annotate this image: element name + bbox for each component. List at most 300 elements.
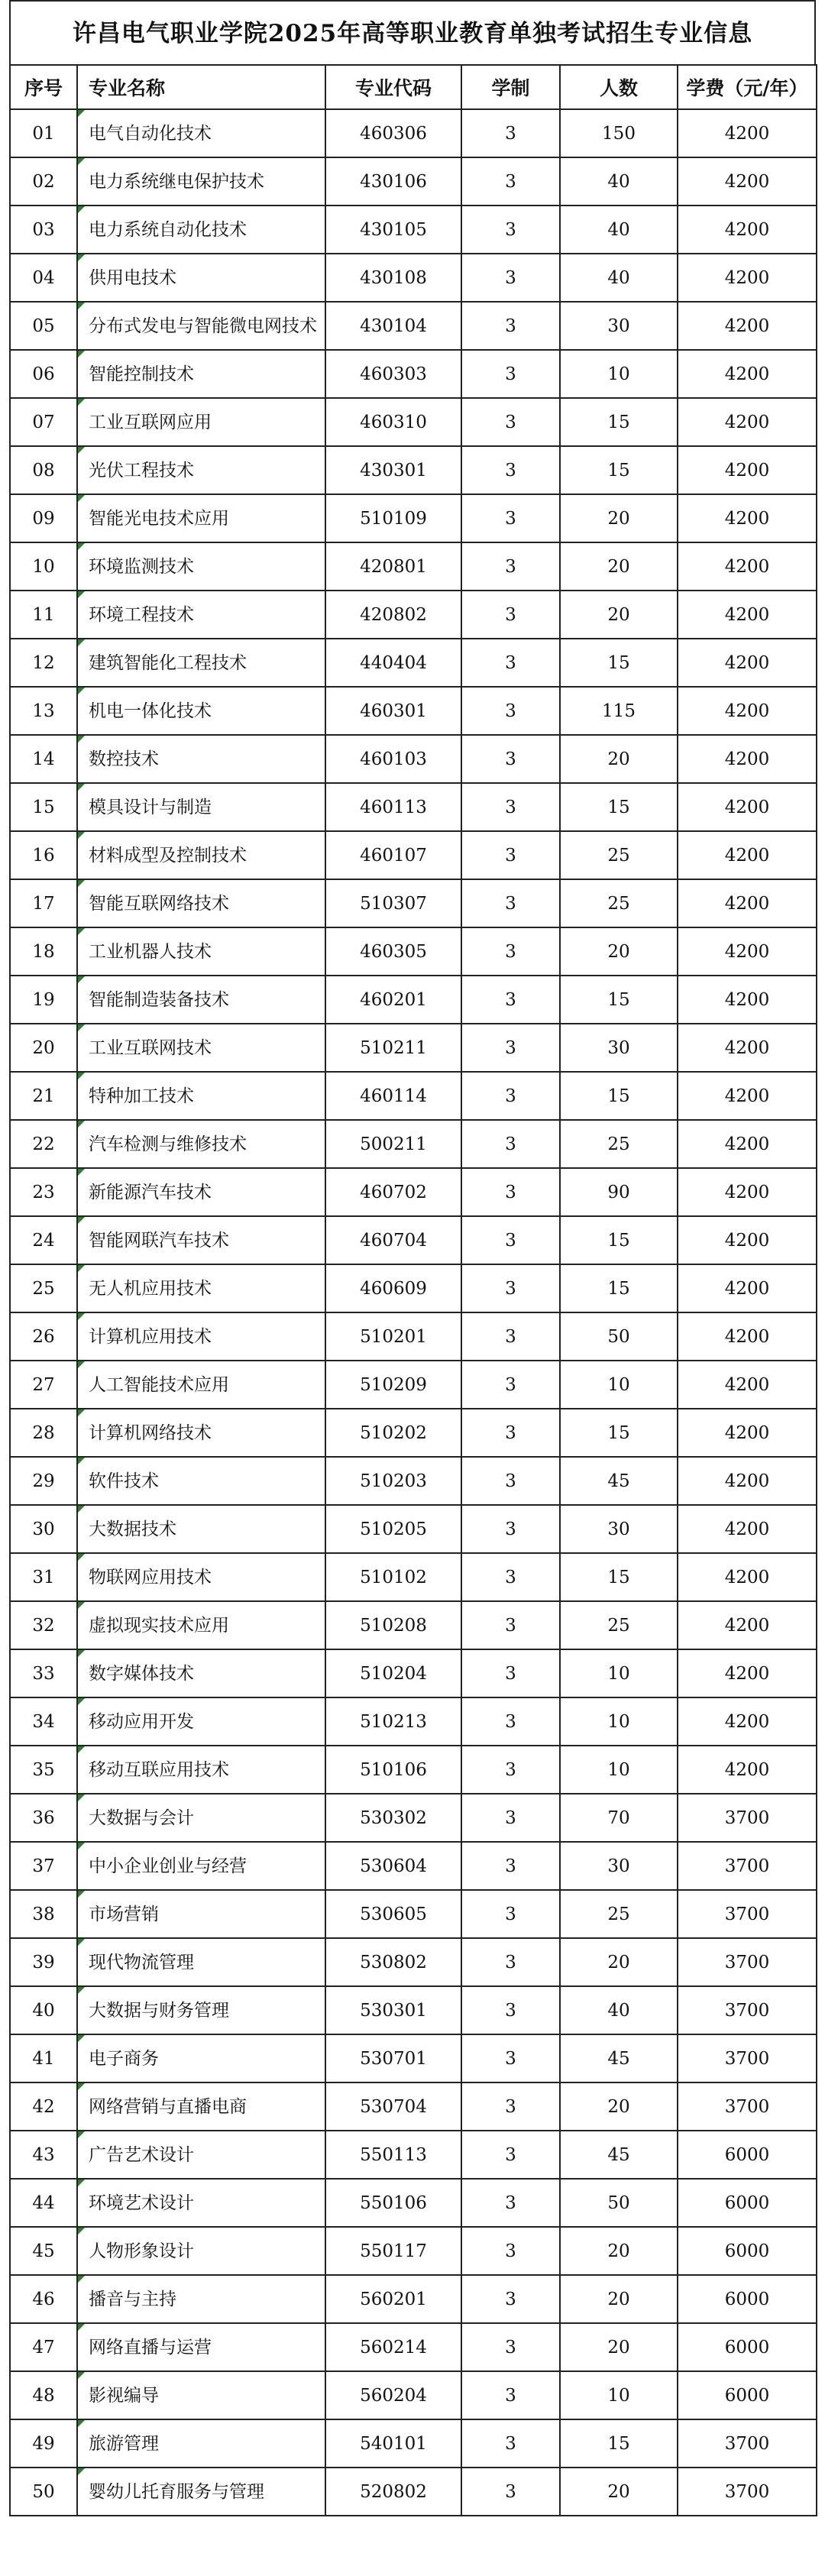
cell-tuition: 4200 — [678, 542, 817, 591]
cell-duration: 3 — [461, 1168, 560, 1216]
table-row — [10, 2323, 817, 2371]
table-row — [10, 1312, 817, 1361]
cell-tuition: 6000 — [678, 2323, 817, 2371]
cell-major-code: 430108 — [325, 254, 461, 302]
cell-tuition: 3700 — [678, 1890, 817, 1938]
cell-enrollment: 15 — [560, 1264, 678, 1312]
cell-index: 16 — [10, 831, 77, 879]
cell-major-code: 560214 — [325, 2323, 461, 2371]
table-row — [10, 254, 817, 302]
cell-tuition: 4200 — [678, 831, 817, 879]
cell-tuition: 4200 — [678, 976, 817, 1024]
cell-major-name: 计算机应用技术 — [77, 1312, 325, 1361]
cell-major-name: 电气自动化技术 — [77, 109, 325, 157]
table-row — [10, 735, 817, 783]
header-major-code: 专业代码 — [325, 65, 461, 109]
cell-duration: 3 — [461, 735, 560, 783]
cell-index: 21 — [10, 1072, 77, 1120]
cell-duration: 3 — [461, 1361, 560, 1409]
cell-major-code: 520802 — [325, 2468, 461, 2516]
majors-table — [9, 64, 817, 2516]
cell-duration: 3 — [461, 1120, 560, 1168]
table-row — [10, 446, 817, 494]
cell-duration: 3 — [461, 1746, 560, 1794]
cell-major-name: 婴幼儿托育服务与管理 — [77, 2468, 325, 2516]
cell-major-code: 420802 — [325, 591, 461, 639]
cell-index: 40 — [10, 1986, 77, 2034]
cell-enrollment: 40 — [560, 205, 678, 254]
cell-major-code: 460609 — [325, 1264, 461, 1312]
cell-index: 47 — [10, 2323, 77, 2371]
cell-index: 10 — [10, 542, 77, 591]
cell-duration: 3 — [461, 1890, 560, 1938]
cell-major-name: 旅游管理 — [77, 2419, 325, 2468]
table-row — [10, 1649, 817, 1697]
cell-major-name: 特种加工技术 — [77, 1072, 325, 1120]
cell-duration: 3 — [461, 687, 560, 735]
header-row — [10, 65, 817, 109]
cell-index: 20 — [10, 1024, 77, 1072]
cell-enrollment: 20 — [560, 494, 678, 542]
cell-tuition: 6000 — [678, 2275, 817, 2323]
table-row — [10, 1024, 817, 1072]
cell-major-code: 540101 — [325, 2419, 461, 2468]
cell-enrollment: 25 — [560, 831, 678, 879]
table-row — [10, 1794, 817, 1842]
cell-enrollment: 20 — [560, 2082, 678, 2131]
cell-major-code: 460114 — [325, 1072, 461, 1120]
cell-major-name: 虚拟现实技术应用 — [77, 1601, 325, 1649]
cell-major-code: 510203 — [325, 1457, 461, 1505]
cell-enrollment: 25 — [560, 1601, 678, 1649]
cell-tuition: 6000 — [678, 2179, 817, 2227]
table-row — [10, 1457, 817, 1505]
cell-duration: 3 — [461, 109, 560, 157]
cell-enrollment: 15 — [560, 1216, 678, 1264]
cell-duration: 3 — [461, 1842, 560, 1890]
table-row — [10, 2131, 817, 2179]
cell-index: 17 — [10, 879, 77, 927]
table-row — [10, 2419, 817, 2468]
cell-major-code: 510204 — [325, 1649, 461, 1697]
cell-index: 12 — [10, 639, 77, 687]
cell-index: 38 — [10, 1890, 77, 1938]
cell-enrollment: 20 — [560, 542, 678, 591]
cell-tuition: 4200 — [678, 735, 817, 783]
cell-enrollment: 20 — [560, 2227, 678, 2275]
cell-duration: 3 — [461, 254, 560, 302]
header-enrollment: 人数 — [560, 65, 678, 109]
cell-tuition: 6000 — [678, 2227, 817, 2275]
cell-enrollment: 25 — [560, 1120, 678, 1168]
cell-index: 03 — [10, 205, 77, 254]
cell-duration: 3 — [461, 1794, 560, 1842]
cell-major-code: 560201 — [325, 2275, 461, 2323]
cell-index: 30 — [10, 1505, 77, 1553]
table-row — [10, 1553, 817, 1601]
cell-tuition: 4200 — [678, 783, 817, 831]
cell-major-name: 建筑智能化工程技术 — [77, 639, 325, 687]
cell-major-code: 510307 — [325, 879, 461, 927]
cell-major-name: 物联网应用技术 — [77, 1553, 325, 1601]
cell-index: 06 — [10, 350, 77, 398]
table-row — [10, 302, 817, 350]
cell-major-name: 工业互联网应用 — [77, 398, 325, 446]
cell-tuition: 4200 — [678, 109, 817, 157]
cell-major-name: 分布式发电与智能微电网技术 — [77, 302, 325, 350]
cell-tuition: 4200 — [678, 1457, 817, 1505]
cell-enrollment: 50 — [560, 1312, 678, 1361]
cell-index: 28 — [10, 1409, 77, 1457]
table-row — [10, 2275, 817, 2323]
cell-major-name: 光伏工程技术 — [77, 446, 325, 494]
cell-major-name: 现代物流管理 — [77, 1938, 325, 1986]
cell-major-name: 中小企业创业与经营 — [77, 1842, 325, 1890]
table-row — [10, 783, 817, 831]
cell-index: 33 — [10, 1649, 77, 1697]
cell-major-code: 460310 — [325, 398, 461, 446]
cell-tuition: 4200 — [678, 1216, 817, 1264]
cell-duration: 3 — [461, 205, 560, 254]
cell-duration: 3 — [461, 2371, 560, 2419]
cell-index: 04 — [10, 254, 77, 302]
cell-tuition: 4200 — [678, 1361, 817, 1409]
cell-major-name: 模具设计与制造 — [77, 783, 325, 831]
cell-index: 19 — [10, 976, 77, 1024]
cell-tuition: 4200 — [678, 1746, 817, 1794]
cell-tuition: 4200 — [678, 446, 817, 494]
table-row — [10, 1072, 817, 1120]
cell-index: 01 — [10, 109, 77, 157]
cell-tuition: 4200 — [678, 254, 817, 302]
cell-major-name: 智能控制技术 — [77, 350, 325, 398]
table-row — [10, 2227, 817, 2275]
cell-duration: 3 — [461, 2131, 560, 2179]
header-tuition: 学费（元/年） — [678, 65, 817, 109]
cell-enrollment: 15 — [560, 1553, 678, 1601]
table-row — [10, 1505, 817, 1553]
header-duration: 学制 — [461, 65, 560, 109]
table-row — [10, 1216, 817, 1264]
cell-major-code: 550117 — [325, 2227, 461, 2275]
cell-duration: 3 — [461, 2468, 560, 2516]
cell-major-name: 机电一体化技术 — [77, 687, 325, 735]
table-row — [10, 2179, 817, 2227]
cell-tuition: 4200 — [678, 1072, 817, 1120]
cell-major-code: 460113 — [325, 783, 461, 831]
cell-index: 27 — [10, 1361, 77, 1409]
cell-tuition: 4200 — [678, 350, 817, 398]
cell-enrollment: 90 — [560, 1168, 678, 1216]
table-row — [10, 398, 817, 446]
cell-major-name: 移动互联应用技术 — [77, 1746, 325, 1794]
cell-major-name: 大数据与财务管理 — [77, 1986, 325, 2034]
cell-duration: 3 — [461, 2275, 560, 2323]
table-row — [10, 879, 817, 927]
cell-index: 50 — [10, 2468, 77, 2516]
cell-index: 07 — [10, 398, 77, 446]
cell-enrollment: 40 — [560, 157, 678, 205]
cell-tuition: 4200 — [678, 591, 817, 639]
cell-enrollment: 15 — [560, 1409, 678, 1457]
cell-major-name: 工业互联网技术 — [77, 1024, 325, 1072]
cell-tuition: 4200 — [678, 1120, 817, 1168]
cell-major-code: 460303 — [325, 350, 461, 398]
cell-duration: 3 — [461, 2227, 560, 2275]
cell-enrollment: 115 — [560, 687, 678, 735]
cell-enrollment: 15 — [560, 2419, 678, 2468]
cell-tuition: 6000 — [678, 2131, 817, 2179]
cell-major-name: 电子商务 — [77, 2034, 325, 2082]
cell-index: 35 — [10, 1746, 77, 1794]
cell-duration: 3 — [461, 927, 560, 976]
cell-index: 08 — [10, 446, 77, 494]
cell-enrollment: 45 — [560, 2131, 678, 2179]
table-row — [10, 205, 817, 254]
cell-index: 36 — [10, 1794, 77, 1842]
cell-index: 34 — [10, 1697, 77, 1746]
cell-tuition: 4200 — [678, 1264, 817, 1312]
cell-major-name: 无人机应用技术 — [77, 1264, 325, 1312]
header-index: 序号 — [10, 65, 77, 109]
cell-duration: 3 — [461, 1409, 560, 1457]
cell-major-code: 510205 — [325, 1505, 461, 1553]
cell-duration: 3 — [461, 542, 560, 591]
table-row — [10, 1168, 817, 1216]
cell-index: 14 — [10, 735, 77, 783]
cell-duration: 3 — [461, 1553, 560, 1601]
cell-tuition: 4200 — [678, 398, 817, 446]
cell-index: 29 — [10, 1457, 77, 1505]
table-row — [10, 542, 817, 591]
cell-duration: 3 — [461, 639, 560, 687]
cell-index: 31 — [10, 1553, 77, 1601]
cell-tuition: 6000 — [678, 2371, 817, 2419]
cell-major-name: 广告艺术设计 — [77, 2131, 325, 2179]
cell-major-name: 播音与主持 — [77, 2275, 325, 2323]
cell-major-name: 智能网联汽车技术 — [77, 1216, 325, 1264]
cell-enrollment: 15 — [560, 398, 678, 446]
cell-enrollment: 10 — [560, 2371, 678, 2419]
cell-duration: 3 — [461, 446, 560, 494]
cell-duration: 3 — [461, 2179, 560, 2227]
cell-major-name: 网络直播与运营 — [77, 2323, 325, 2371]
cell-enrollment: 30 — [560, 1505, 678, 1553]
cell-major-code: 510201 — [325, 1312, 461, 1361]
cell-major-name: 软件技术 — [77, 1457, 325, 1505]
cell-major-code: 460306 — [325, 109, 461, 157]
table-row — [10, 109, 817, 157]
cell-duration: 3 — [461, 157, 560, 205]
cell-major-code: 510209 — [325, 1361, 461, 1409]
cell-duration: 3 — [461, 976, 560, 1024]
cell-major-code: 430104 — [325, 302, 461, 350]
cell-duration: 3 — [461, 831, 560, 879]
table-row — [10, 591, 817, 639]
cell-major-name: 环境监测技术 — [77, 542, 325, 591]
table-row — [10, 157, 817, 205]
cell-major-code: 560204 — [325, 2371, 461, 2419]
cell-major-code: 420801 — [325, 542, 461, 591]
cell-tuition: 4200 — [678, 205, 817, 254]
table-row — [10, 639, 817, 687]
table-row — [10, 1986, 817, 2034]
cell-major-code: 530704 — [325, 2082, 461, 2131]
cell-index: 22 — [10, 1120, 77, 1168]
cell-enrollment: 150 — [560, 109, 678, 157]
cell-enrollment: 10 — [560, 1649, 678, 1697]
cell-index: 37 — [10, 1842, 77, 1890]
cell-index: 48 — [10, 2371, 77, 2419]
cell-major-code: 460107 — [325, 831, 461, 879]
cell-major-code: 530604 — [325, 1842, 461, 1890]
table-row — [10, 2082, 817, 2131]
cell-tuition: 4200 — [678, 879, 817, 927]
cell-major-name: 计算机网络技术 — [77, 1409, 325, 1457]
cell-major-code: 510106 — [325, 1746, 461, 1794]
cell-major-code: 460103 — [325, 735, 461, 783]
cell-tuition: 4200 — [678, 1312, 817, 1361]
cell-major-name: 电力系统自动化技术 — [77, 205, 325, 254]
cell-enrollment: 40 — [560, 1986, 678, 2034]
table-row — [10, 1409, 817, 1457]
cell-index: 42 — [10, 2082, 77, 2131]
cell-duration: 3 — [461, 1072, 560, 1120]
table-row — [10, 976, 817, 1024]
cell-major-code: 460704 — [325, 1216, 461, 1264]
cell-major-code: 550113 — [325, 2131, 461, 2179]
cell-index: 11 — [10, 591, 77, 639]
cell-major-code: 530701 — [325, 2034, 461, 2082]
cell-major-name: 供用电技术 — [77, 254, 325, 302]
cell-tuition: 4200 — [678, 1601, 817, 1649]
cell-duration: 3 — [461, 2082, 560, 2131]
cell-tuition: 3700 — [678, 1938, 817, 1986]
cell-major-code: 510208 — [325, 1601, 461, 1649]
table-row — [10, 1890, 817, 1938]
cell-tuition: 3700 — [678, 2419, 817, 2468]
table-row — [10, 350, 817, 398]
cell-duration: 3 — [461, 1024, 560, 1072]
table-row — [10, 927, 817, 976]
cell-index: 09 — [10, 494, 77, 542]
cell-major-code: 430301 — [325, 446, 461, 494]
cell-tuition: 4200 — [678, 1649, 817, 1697]
cell-enrollment: 10 — [560, 1697, 678, 1746]
cell-major-name: 大数据与会计 — [77, 1794, 325, 1842]
cell-duration: 3 — [461, 1986, 560, 2034]
cell-index: 43 — [10, 2131, 77, 2179]
table-row — [10, 687, 817, 735]
cell-enrollment: 30 — [560, 1842, 678, 1890]
cell-enrollment: 20 — [560, 927, 678, 976]
cell-index: 49 — [10, 2419, 77, 2468]
cell-duration: 3 — [461, 2419, 560, 2468]
cell-enrollment: 15 — [560, 783, 678, 831]
cell-index: 15 — [10, 783, 77, 831]
cell-major-name: 大数据技术 — [77, 1505, 325, 1553]
cell-tuition: 4200 — [678, 1168, 817, 1216]
cell-index: 46 — [10, 2275, 77, 2323]
cell-duration: 3 — [461, 1216, 560, 1264]
cell-duration: 3 — [461, 879, 560, 927]
cell-major-code: 430106 — [325, 157, 461, 205]
cell-tuition: 4200 — [678, 302, 817, 350]
cell-major-name: 材料成型及控制技术 — [77, 831, 325, 879]
cell-major-code: 530802 — [325, 1938, 461, 1986]
cell-tuition: 4200 — [678, 1505, 817, 1553]
cell-major-name: 环境工程技术 — [77, 591, 325, 639]
cell-major-name: 新能源汽车技术 — [77, 1168, 325, 1216]
cell-enrollment: 10 — [560, 1361, 678, 1409]
cell-major-name: 数字媒体技术 — [77, 1649, 325, 1697]
cell-major-code: 460702 — [325, 1168, 461, 1216]
cell-enrollment: 10 — [560, 1746, 678, 1794]
cell-major-code: 510102 — [325, 1553, 461, 1601]
cell-index: 02 — [10, 157, 77, 205]
table-row — [10, 2468, 817, 2516]
cell-tuition: 4200 — [678, 1697, 817, 1746]
cell-major-code: 430105 — [325, 205, 461, 254]
cell-index: 45 — [10, 2227, 77, 2275]
cell-tuition: 3700 — [678, 2082, 817, 2131]
cell-enrollment: 25 — [560, 879, 678, 927]
cell-duration: 3 — [461, 1601, 560, 1649]
cell-enrollment: 30 — [560, 1024, 678, 1072]
cell-tuition: 3700 — [678, 2468, 817, 2516]
cell-duration: 3 — [461, 591, 560, 639]
cell-tuition: 3700 — [678, 1986, 817, 2034]
cell-index: 26 — [10, 1312, 77, 1361]
cell-major-code: 530302 — [325, 1794, 461, 1842]
cell-major-code: 510211 — [325, 1024, 461, 1072]
cell-enrollment: 20 — [560, 2468, 678, 2516]
table-row — [10, 1361, 817, 1409]
cell-enrollment: 30 — [560, 302, 678, 350]
table-row — [10, 2034, 817, 2082]
header-major-name: 专业名称 — [77, 65, 325, 109]
table-row — [10, 1938, 817, 1986]
cell-major-code: 460305 — [325, 927, 461, 976]
cell-duration: 3 — [461, 1505, 560, 1553]
cell-tuition: 4200 — [678, 494, 817, 542]
cell-duration: 3 — [461, 1649, 560, 1697]
table-row — [10, 1842, 817, 1890]
cell-major-code: 510202 — [325, 1409, 461, 1457]
cell-duration: 3 — [461, 1264, 560, 1312]
cell-tuition: 3700 — [678, 1794, 817, 1842]
cell-major-name: 人物形象设计 — [77, 2227, 325, 2275]
cell-major-name: 移动应用开发 — [77, 1697, 325, 1746]
cell-major-code: 550106 — [325, 2179, 461, 2227]
cell-major-name: 影视编导 — [77, 2371, 325, 2419]
table-row — [10, 1746, 817, 1794]
cell-major-code: 510109 — [325, 494, 461, 542]
cell-index: 13 — [10, 687, 77, 735]
cell-index: 32 — [10, 1601, 77, 1649]
cell-major-code: 460201 — [325, 976, 461, 1024]
cell-major-code: 510213 — [325, 1697, 461, 1746]
cell-index: 44 — [10, 2179, 77, 2227]
cell-enrollment: 10 — [560, 350, 678, 398]
cell-duration: 3 — [461, 302, 560, 350]
cell-enrollment: 50 — [560, 2179, 678, 2227]
cell-major-code: 460301 — [325, 687, 461, 735]
cell-duration: 3 — [461, 783, 560, 831]
cell-enrollment: 20 — [560, 1938, 678, 1986]
cell-tuition: 4200 — [678, 1409, 817, 1457]
cell-major-code: 530301 — [325, 1986, 461, 2034]
